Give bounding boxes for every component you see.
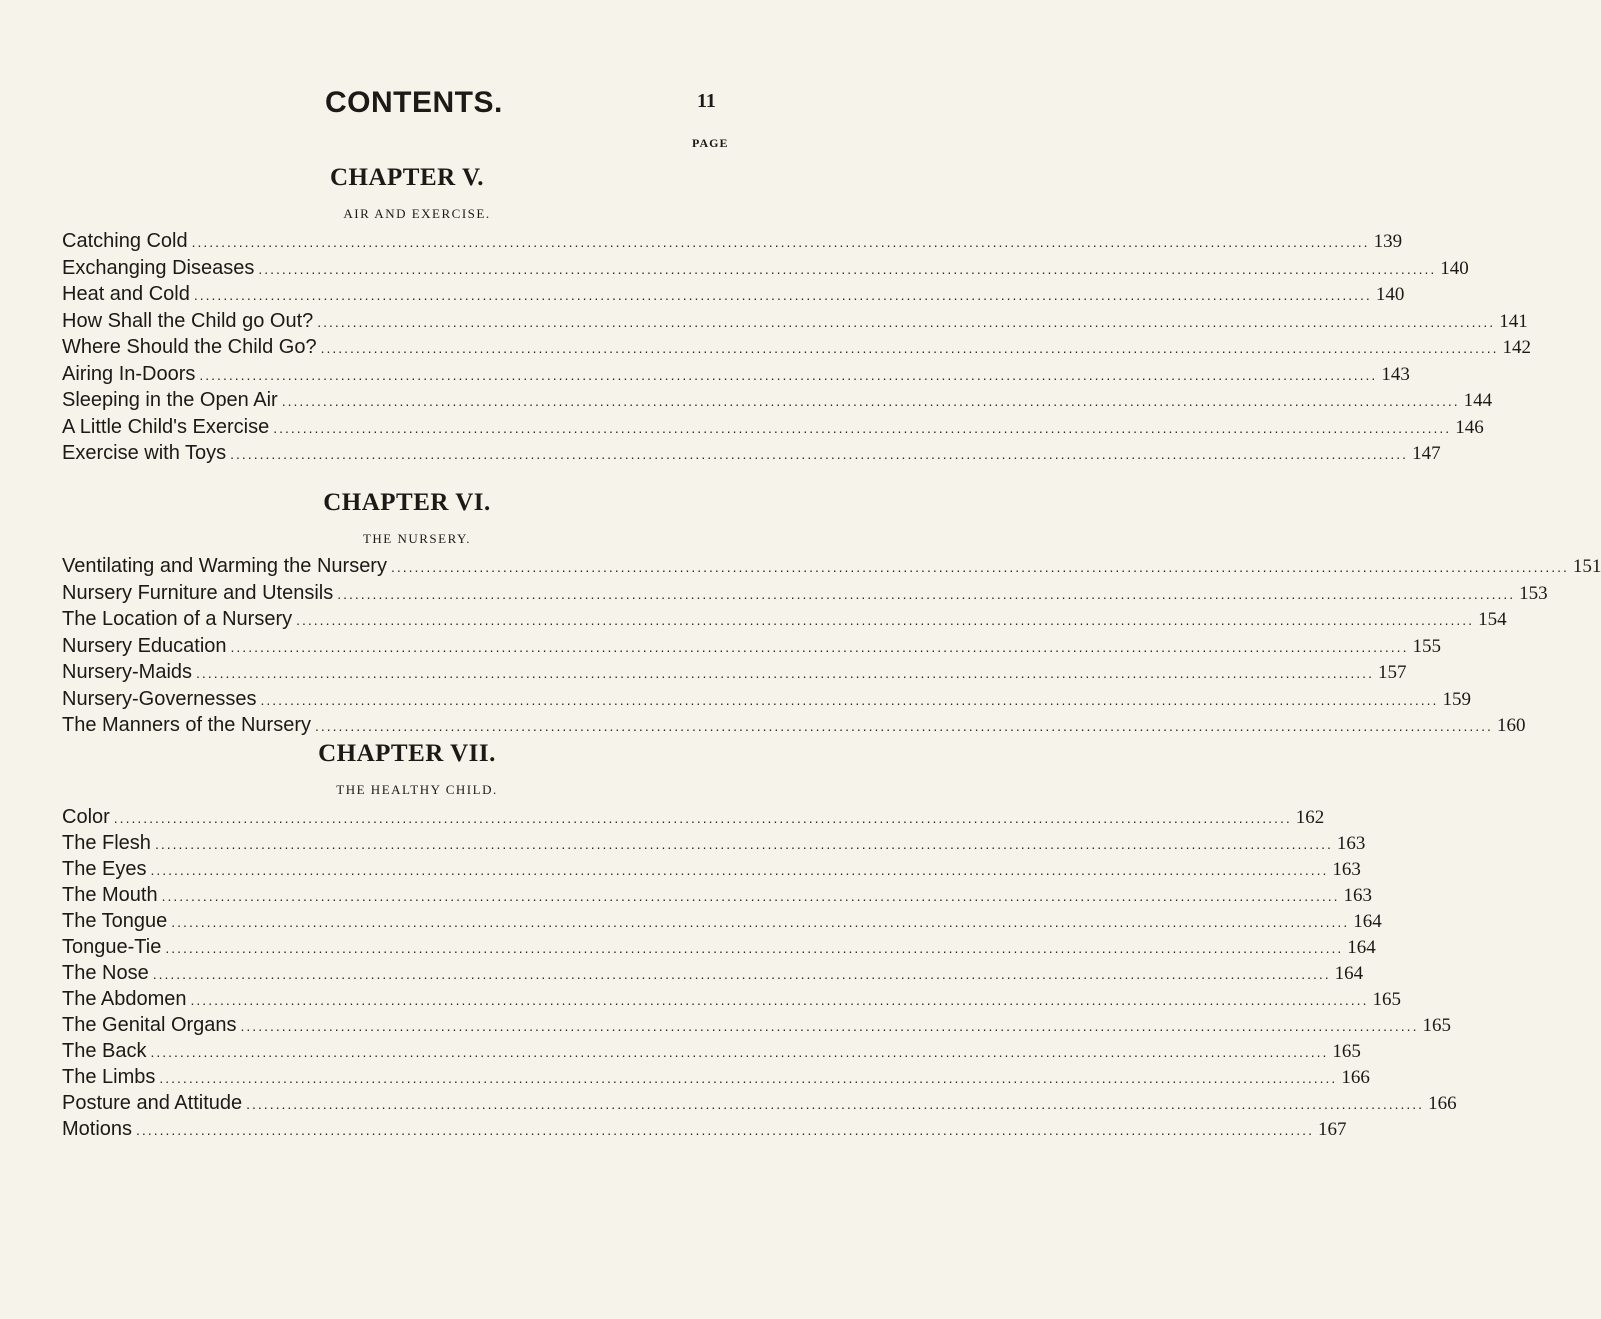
toc-entry-title: The Manners of the Nursery: [62, 714, 311, 736]
toc-entry: [62, 1014, 1451, 1040]
toc-entry-page: 139: [1373, 231, 1403, 252]
toc-entry-page: 159: [1442, 688, 1471, 710]
dot-leader: ........................................................................................................................................................................................................: [230, 446, 1409, 462]
toc-entry-page: 142: [1502, 337, 1532, 358]
chapter-subtitle: THE HEALTHY CHILD.: [336, 782, 498, 797]
dot-leader: ........................................................................................................................................................................................................: [152, 966, 1331, 982]
toc-entry-page: 162: [1295, 807, 1325, 828]
toc-entry-page: 165: [1422, 1015, 1451, 1036]
toc-entry-page: 164: [1334, 963, 1364, 984]
toc-entry-title: The Mouth: [62, 884, 158, 906]
toc-entry: [62, 230, 1403, 257]
toc-entry-title: Heat and Cold: [62, 283, 190, 305]
toc-entry-page: 155: [1412, 635, 1441, 657]
toc-entry-title: Nursery-Governesses: [62, 687, 257, 710]
toc-entry: [62, 1092, 1457, 1118]
page-column-label: PAGE: [692, 136, 729, 150]
toc-entry: [62, 806, 1325, 832]
chapter-7-section: [62, 740, 1457, 1144]
toc-entry-title: Nursery Furniture and Utensils: [62, 581, 334, 604]
toc-entry-list: [62, 555, 1601, 741]
toc-entry-page: 154: [1478, 609, 1507, 630]
toc-entry: [62, 336, 1532, 363]
chapter-subtitle: AIR AND EXERCISE.: [343, 206, 491, 221]
dot-leader: ........................................................................................................................................................................................................: [317, 313, 1496, 330]
chapter-subtitle: THE NURSERY.: [362, 531, 472, 546]
toc-entry-page: 153: [1519, 582, 1548, 604]
toc-entry: [62, 936, 1376, 962]
toc-entry-title: Exchanging Diseases: [62, 256, 255, 279]
toc-entry-title: Nursery Education: [62, 634, 227, 657]
toc-entry-title: Color: [62, 806, 110, 828]
toc-entry-title: Sleeping in the Open Air: [62, 389, 278, 411]
toc-entry: [62, 634, 1441, 662]
dot-leader: ........................................................................................................................................................................................................: [260, 691, 1439, 708]
toc-entry-page: 164: [1353, 911, 1382, 932]
toc-entry: [62, 415, 1484, 443]
toc-entry-page: 157: [1377, 662, 1407, 683]
toc-entry-page: 166: [1341, 1067, 1370, 1088]
toc-entry: [62, 309, 1528, 337]
dot-leader: ........................................................................................................................................................................................................: [230, 638, 1409, 655]
dot-leader: ........................................................................................................................................................................................................: [150, 1044, 1329, 1060]
toc-entry-title: Airing In-Doors: [62, 362, 196, 385]
toc-entry-page: 167: [1317, 1119, 1347, 1140]
toc-entry-page: 151: [1572, 556, 1601, 577]
dot-leader: ........................................................................................................................................................................................................: [171, 914, 1350, 930]
toc-entry-page: 140: [1440, 257, 1469, 279]
toc-entry-page: 163: [1332, 859, 1361, 880]
toc-entry-title: A Little Child's Exercise: [62, 415, 270, 438]
toc-entry-page: 166: [1428, 1093, 1457, 1114]
toc-entry-list: [62, 806, 1457, 1144]
toc-entry: [62, 884, 1373, 910]
toc-entry-page: 164: [1347, 937, 1376, 958]
toc-entry-title: Tongue-Tie: [62, 936, 162, 958]
toc-entry: [62, 608, 1507, 635]
toc-entry-title: The Location of a Nursery: [62, 608, 293, 630]
dot-leader: ........................................................................................................................................................................................................: [161, 888, 1340, 904]
toc-entry: [62, 988, 1401, 1014]
dot-leader: ........................................................................................................................................................................................................: [296, 612, 1475, 628]
toc-entry-title: Motions: [62, 1118, 133, 1140]
toc-entry-title: The Flesh: [62, 832, 151, 854]
toc-entry-title: Where Should the Child Go?: [62, 336, 317, 358]
toc-entry-title: How Shall the Child go Out?: [62, 309, 314, 332]
dot-leader: ........................................................................................................................................................................................................: [113, 810, 1292, 826]
toc-entry-page: 165: [1372, 989, 1401, 1010]
dot-leader: ........................................................................................................................................................................................................: [337, 585, 1516, 602]
dot-leader: ........................................................................................................................................................................................................: [165, 940, 1344, 956]
dot-leader: ........................................................................................................................................................................................................: [154, 836, 1333, 852]
dot-leader: ........................................................................................................................................................................................................: [136, 1122, 1314, 1138]
toc-entry: [62, 858, 1361, 884]
toc-entry-list: [62, 230, 1532, 469]
chapter-title: CHAPTER VI.: [323, 489, 491, 516]
dot-leader: ........................................................................................................................................................................................................: [159, 1070, 1338, 1086]
dot-leader: ........................................................................................................................................................................................................: [315, 718, 1493, 734]
toc-entry-title: The Eyes: [62, 858, 147, 880]
dot-leader: ........................................................................................................................................................................................................: [196, 665, 1374, 681]
toc-entry-page: 141: [1499, 310, 1528, 332]
toc-entry-page: 160: [1496, 715, 1526, 736]
toc-entry: [62, 555, 1601, 582]
dot-leader: ........................................................................................................................................................................................................: [281, 393, 1460, 409]
dot-leader: ........................................................................................................................................................................................................: [273, 419, 1452, 436]
dot-leader: ........................................................................................................................................................................................................: [246, 1096, 1425, 1112]
page-number: 11: [697, 90, 716, 112]
toc-entry-page: 163: [1343, 885, 1373, 906]
toc-entry: [62, 832, 1366, 858]
toc-entry-title: The Genital Organs: [62, 1014, 237, 1036]
toc-entry-title: The Tongue: [62, 910, 168, 932]
toc-entry-page: 147: [1412, 443, 1441, 464]
toc-entry: [62, 1118, 1347, 1144]
toc-entry-title: Catching Cold: [62, 230, 188, 252]
toc-entry: [62, 910, 1382, 936]
toc-entry-title: The Nose: [62, 962, 149, 984]
toc-entry-title: Ventilating and Warming the Nursery: [62, 555, 387, 577]
toc-entry: [62, 687, 1471, 715]
toc-entry-title: Posture and Attitude: [62, 1092, 243, 1114]
running-title: CONTENTS.: [325, 86, 503, 119]
toc-entry: [62, 1040, 1361, 1066]
toc-entry: [62, 962, 1364, 988]
toc-entry: [62, 581, 1548, 609]
toc-entry: [62, 714, 1526, 741]
chapter-title: CHAPTER V.: [329, 164, 485, 191]
toc-entry-title: Nursery-Maids: [62, 661, 193, 683]
toc-entry-title: The Abdomen: [62, 988, 187, 1010]
chapter-5-section: [62, 164, 1532, 469]
toc-entry-page: 140: [1375, 284, 1405, 305]
toc-entry-page: 144: [1463, 390, 1493, 411]
dot-leader: ........................................................................................................................................................................................................: [190, 992, 1369, 1008]
dot-leader: ........................................................................................................................................................................................................: [258, 260, 1437, 277]
dot-leader: ........................................................................................................................................................................................................: [320, 340, 1499, 356]
dot-leader: ........................................................................................................................................................................................................: [390, 559, 1569, 575]
dot-leader: ........................................................................................................................................................................................................: [193, 287, 1372, 303]
toc-entry-page: 163: [1336, 833, 1366, 854]
toc-entry: [62, 389, 1493, 416]
chapter-title: CHAPTER VII.: [318, 740, 496, 767]
toc-entry: [62, 362, 1410, 390]
toc-entry-title: The Back: [62, 1040, 147, 1062]
toc-entry-title: Exercise with Toys: [62, 442, 227, 464]
chapter-6-section: [62, 489, 1601, 741]
toc-entry-page: 143: [1381, 363, 1410, 385]
dot-leader: ........................................................................................................................................................................................................: [199, 366, 1378, 383]
toc-entry: [62, 1066, 1370, 1092]
toc-entry: [62, 442, 1441, 469]
toc-entry: [62, 256, 1469, 284]
toc-entry: [62, 283, 1405, 310]
dot-leader: ........................................................................................................................................................................................................: [240, 1018, 1419, 1034]
toc-entry-page: 146: [1455, 416, 1484, 438]
toc-entry-title: The Limbs: [62, 1066, 156, 1088]
dot-leader: ........................................................................................................................................................................................................: [191, 234, 1370, 250]
dot-leader: ........................................................................................................................................................................................................: [150, 862, 1329, 878]
page-header: [0, 86, 801, 126]
toc-entry-page: 165: [1332, 1041, 1361, 1062]
toc-entry: [62, 661, 1407, 688]
